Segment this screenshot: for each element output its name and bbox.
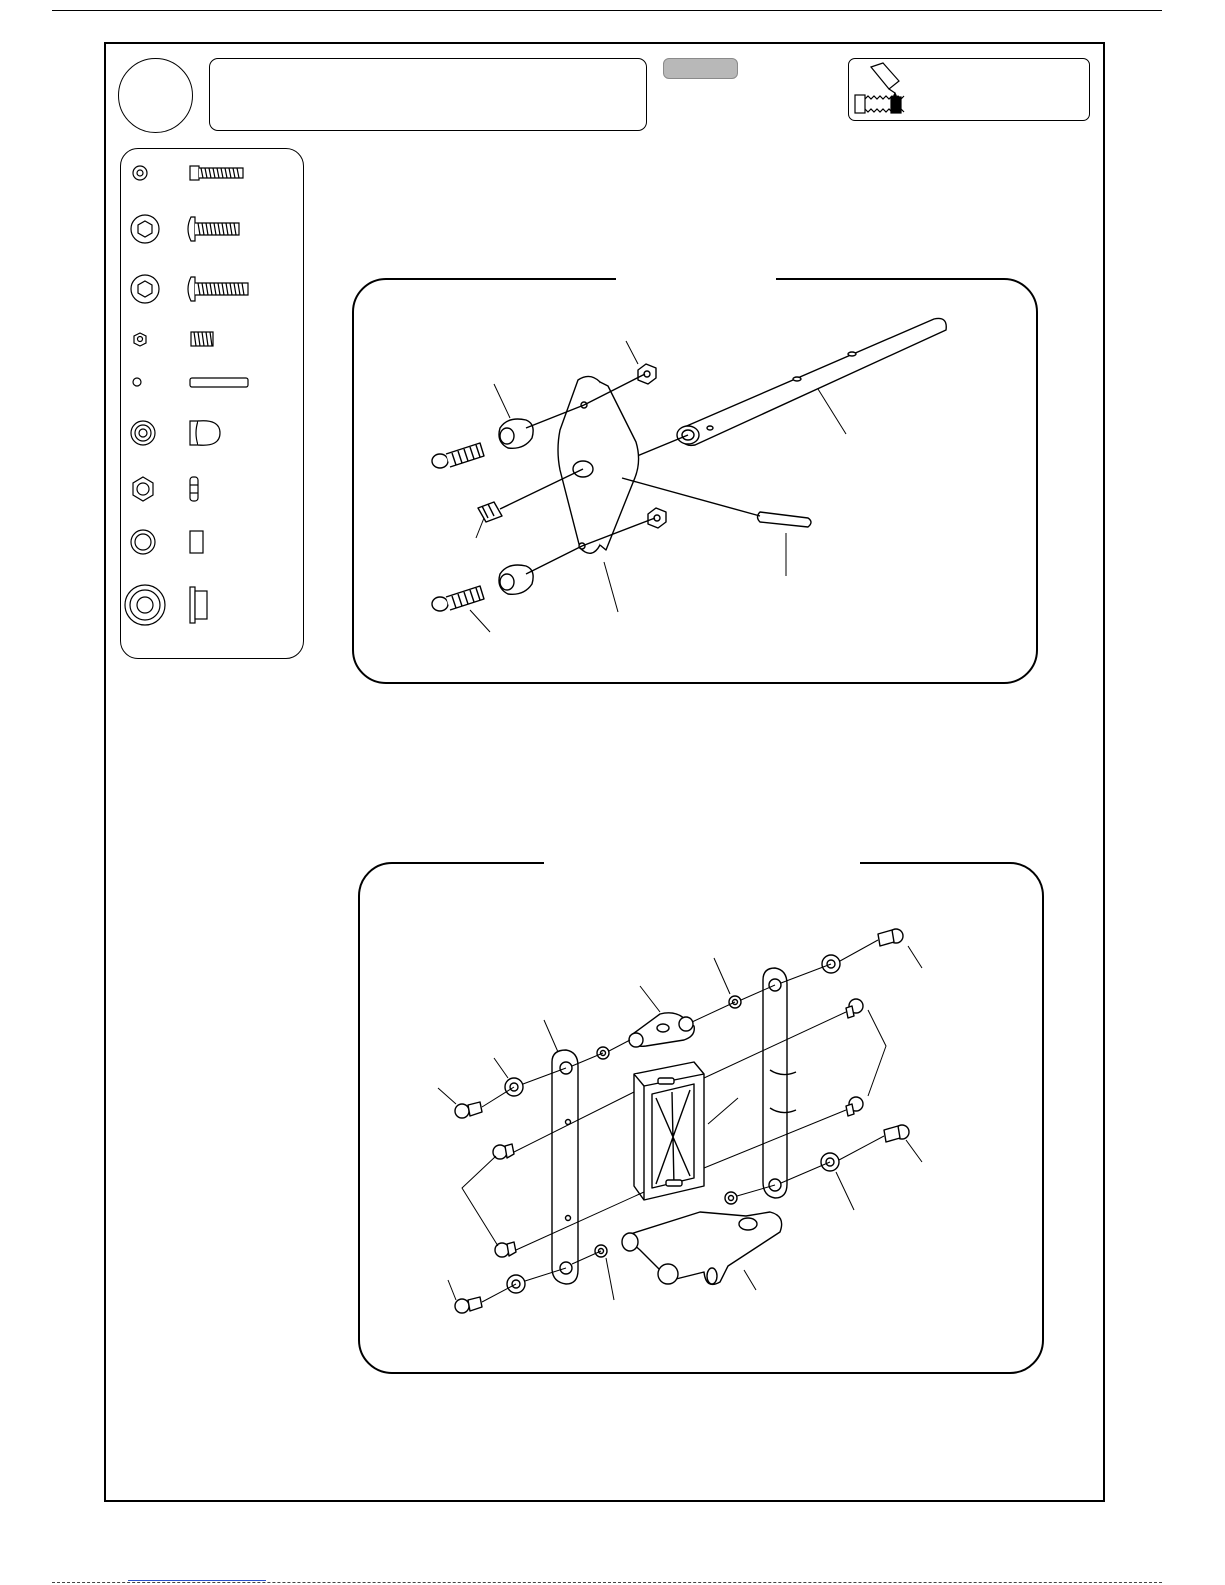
assembly-diagram-1 [352,278,1038,684]
pin-icon [133,378,248,387]
button-head-screw-long-icon [131,275,248,303]
footer-link-underline[interactable] [128,1580,266,1581]
flanged-bearing-icon [125,585,207,625]
threadlock-note-box [848,58,1090,121]
page-bottom-rule [52,1582,1162,1583]
diagram-1-label-gap [616,276,776,284]
step-number-badge [118,58,193,133]
set-screw-icon [133,166,243,180]
page-top-rule [52,10,1162,11]
parts-list-panel [120,148,304,659]
nut-icon [133,477,198,501]
threadlock-icon [849,59,1091,122]
button-head-screw-icon [131,215,239,243]
assembly-diagram-2 [358,862,1044,1374]
step-title-box [209,58,647,131]
grub-screw-icon [134,332,213,346]
collar-icon [131,530,203,554]
model-tag-badge [663,58,738,79]
ball-link-icon [131,421,220,446]
parts-list-drawings [121,149,305,660]
diagram-2-label-gap [544,860,860,868]
